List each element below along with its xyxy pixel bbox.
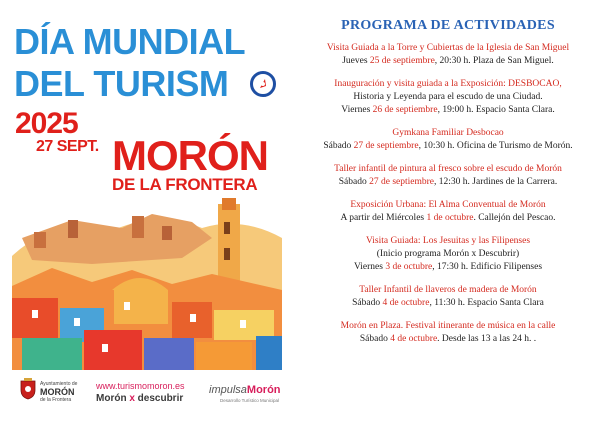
poster-year: 2025 <box>15 107 78 140</box>
detail-text: . Callejón del Pescao. <box>473 213 556 223</box>
detail-text: , 11:30 h. Espacio Santa Clara <box>429 298 544 308</box>
activity-title: Inauguración y visita guiada a la Exposición: DESBOCAO, <box>334 79 562 89</box>
program-panel <box>296 0 600 425</box>
activity-detail <box>296 176 600 189</box>
detail-text: (Inicio programa Morón x Descubrir) <box>376 249 520 259</box>
activity-detail <box>296 140 600 153</box>
activity-item <box>296 163 600 189</box>
activity-detail <box>296 104 600 117</box>
detail-text: , 19:00 h. Espacio Santa Clara. <box>437 105 555 115</box>
activity-item <box>296 284 600 310</box>
activity-date: 1 de octubre <box>426 213 474 223</box>
impulsa-text: impulsa <box>209 384 247 396</box>
crest-name: MORÓN <box>40 387 75 397</box>
detail-text: . Desde las 13 a las 24 h. . <box>437 334 537 344</box>
activity-detail <box>296 333 600 346</box>
activity-date: 27 de septiembre <box>353 141 419 151</box>
activity-date: 4 de octubre <box>390 334 438 344</box>
activity-detail <box>296 248 600 261</box>
town-watercolor-illustration <box>12 198 282 370</box>
crest-sub: de la Frontera <box>40 397 72 403</box>
detail-text: Sábado <box>323 141 354 151</box>
activity-item <box>296 127 600 153</box>
impulsa-moron-logo <box>209 384 281 397</box>
activity-detail <box>296 261 600 274</box>
activity-detail <box>296 91 600 104</box>
activity-item <box>296 235 600 274</box>
detail-text: , 17:30 h. Edificio Filipenses <box>432 262 543 272</box>
activity-list <box>296 42 600 356</box>
activity-date: 4 de octubre <box>382 298 430 308</box>
detail-text: Viernes <box>341 105 373 115</box>
poster-title-line1: DÍA MUNDIAL <box>14 21 246 62</box>
tagline-part-b: descubrir <box>134 393 184 404</box>
town-crest-icon <box>20 378 36 400</box>
poster-title-line2: DEL TURISM <box>14 63 229 104</box>
moron-descubrir-tagline <box>96 393 183 405</box>
activity-date: 27 de septiembre <box>369 177 435 187</box>
detail-text: Sábado <box>338 177 370 187</box>
tagline-part-a: Morón <box>96 393 130 404</box>
activity-item <box>296 42 600 68</box>
tagline-x: x <box>129 393 135 404</box>
activity-title: Visita Guiada a la Torre y Cubiertas de la Iglesia de San Miguel <box>326 43 570 53</box>
activity-title: Taller infantil de pintura al fresco sobre el escudo de Morón <box>334 164 562 174</box>
poster-panel <box>0 0 292 425</box>
activity-detail <box>296 55 600 68</box>
detail-text: Historia y Leyenda para el escudo de una Ciudad. <box>353 92 543 102</box>
activity-item <box>296 78 600 117</box>
impulsa-subtitle: Desarrollo Turístico Municipal <box>220 398 280 403</box>
activity-title: Taller Infantil de llaveros de madera de Morón <box>359 285 537 295</box>
poster-date: 27 SEPT. <box>36 138 99 155</box>
poster-town-sub: DE LA FRONTERA <box>112 175 258 194</box>
detail-text: Viernes <box>353 262 386 272</box>
detail-text: , 10:30 h. Oficina de Turismo de Morón. <box>418 141 573 151</box>
detail-text: Sábado <box>352 298 383 308</box>
activity-date: 3 de octubre <box>385 262 433 272</box>
detail-text: A partir del Miércoles <box>340 213 427 223</box>
detail-text: Jueves <box>342 56 370 66</box>
detail-text: , 20:30 h. Plaza de San Miguel. <box>434 56 554 66</box>
activity-item <box>296 199 600 225</box>
activity-item <box>296 320 600 346</box>
activity-detail <box>296 297 600 310</box>
crest-label: Ayuntamiento de <box>40 381 78 387</box>
tourism-o-icon <box>250 71 276 97</box>
activity-detail <box>296 212 600 225</box>
activity-title: Gymkana Familiar Desbocao <box>392 128 504 138</box>
impulsa-moron-text: Morón <box>246 384 281 396</box>
activity-title: Visita Guiada: Los Jesuitas y las Filipenses <box>365 236 531 246</box>
detail-text: Sábado <box>359 334 391 344</box>
poster-town: MORÓN <box>112 132 268 179</box>
tourism-url[interactable]: www.turismomoron.es <box>96 381 185 391</box>
activity-title: Morón en Plaza. Festival itinerante de música en la calle <box>340 321 556 331</box>
activity-title: Exposición Urbana: El Alma Conventual de Morón <box>350 200 546 210</box>
activity-date: 26 de septiembre <box>372 105 438 115</box>
program-title: PROGRAMA DE ACTIVIDADES <box>341 18 555 33</box>
activity-date: 25 de septiembre <box>369 56 435 66</box>
detail-text: , 12:30 h. Jardines de la Carrera. <box>434 177 558 187</box>
